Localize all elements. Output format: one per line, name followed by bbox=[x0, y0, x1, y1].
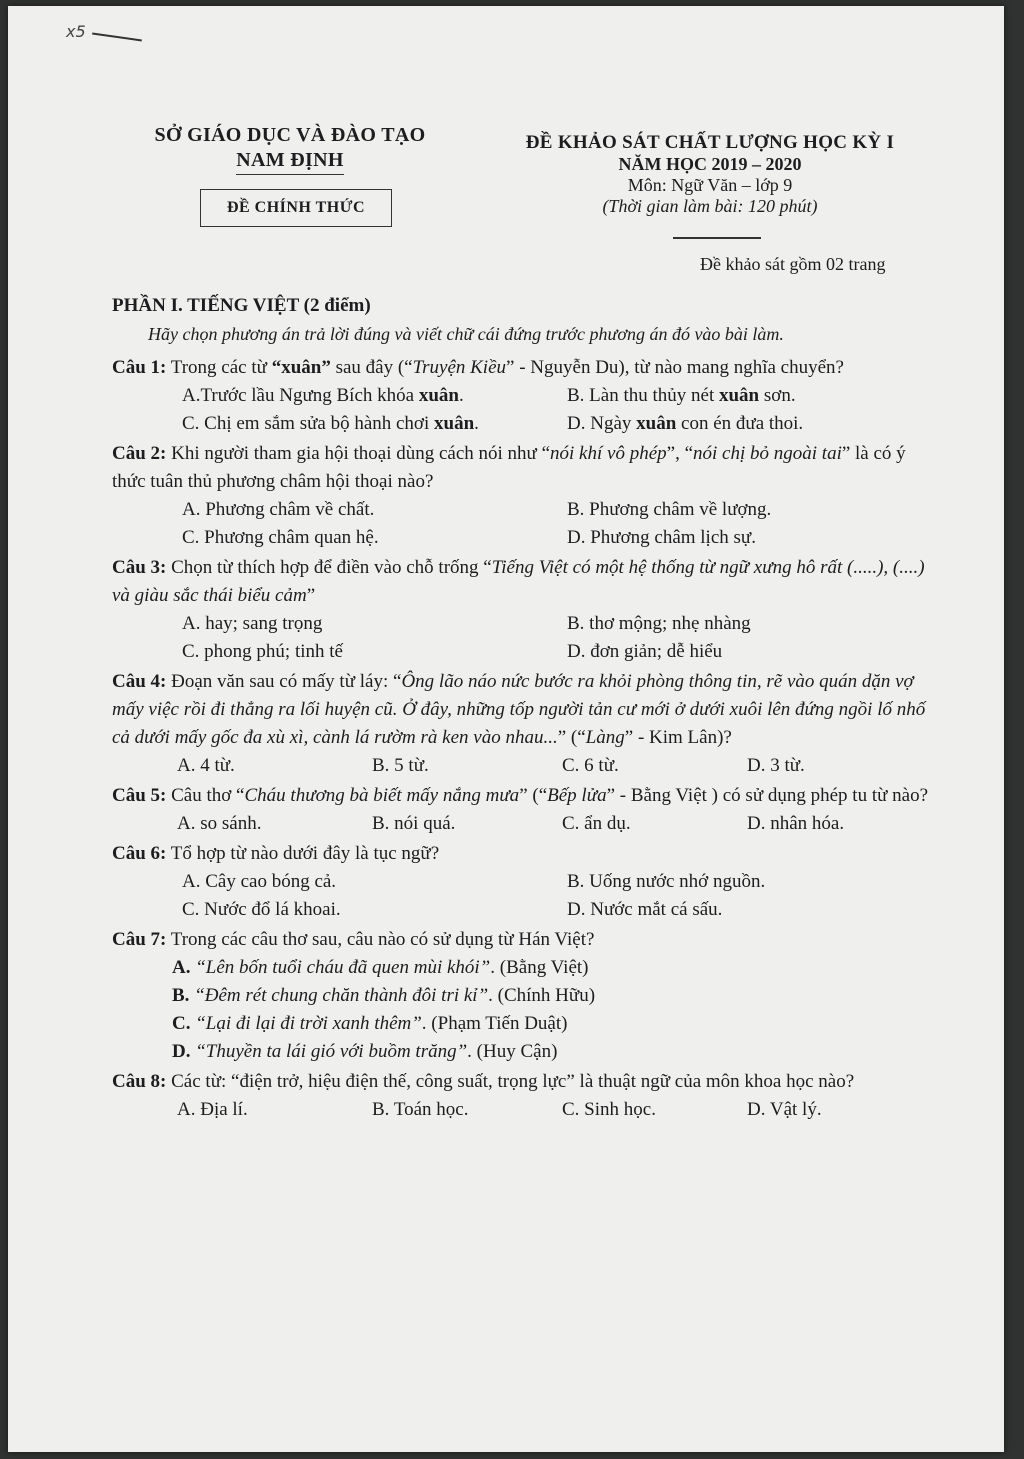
official-label-box: ĐỀ CHÍNH THỨC bbox=[200, 189, 392, 227]
options-q3 bbox=[112, 610, 932, 666]
question-4 bbox=[112, 668, 932, 752]
question-quote: nói chị bỏ ngoài tai bbox=[693, 443, 842, 464]
option-b: B. Làn thu thủy nét xuân sơn. bbox=[567, 385, 796, 406]
question-text: Chọn từ thích hợp để điền vào chỗ trống “ bbox=[166, 557, 492, 578]
option-c: C. Sinh học. bbox=[562, 1099, 656, 1120]
question-text: Khi người tham gia hội thoại dùng cách nói như “ bbox=[166, 443, 551, 464]
option-d: D. 3 từ. bbox=[747, 755, 805, 776]
option-b: B. Toán học. bbox=[372, 1099, 469, 1120]
option-b: B. nói quá. bbox=[372, 813, 456, 834]
option-c: C. ẩn dụ. bbox=[562, 813, 631, 834]
question-keyword: “xuân” bbox=[271, 357, 331, 378]
question-1 bbox=[112, 354, 932, 382]
question-text: ” là có ý thức tuân thủ phương châm hội thoại nào? bbox=[112, 443, 906, 492]
question-work-title: Làng bbox=[585, 727, 625, 748]
question-label: Câu 8: bbox=[112, 1071, 167, 1092]
option-d: D. “Thuyền ta lái gió với buồm trăng”. (Huy Cận) bbox=[172, 1041, 558, 1062]
option-c: C. “Lại đi lại đi trời xanh thêm”. (Phạm Tiến Duật) bbox=[172, 1013, 568, 1034]
question-text: ” bbox=[306, 585, 316, 606]
exam-title: ĐỀ KHẢO SÁT CHẤT LƯỢNG HỌC KỲ I bbox=[525, 132, 895, 153]
question-label: Câu 6: bbox=[112, 843, 167, 864]
option-a: A. hay; sang trọng bbox=[182, 613, 323, 634]
options-q1 bbox=[112, 382, 932, 438]
option-b: B. thơ mộng; nhẹ nhàng bbox=[567, 613, 751, 634]
question-6 bbox=[112, 840, 932, 868]
option-a: A. Phương châm về chất. bbox=[182, 499, 375, 520]
option-d: D. Ngày xuân con én đưa thoi. bbox=[567, 413, 804, 434]
option-b: B. Phương châm về lượng. bbox=[567, 499, 772, 520]
question-5 bbox=[112, 782, 932, 810]
question-2 bbox=[112, 440, 932, 496]
question-quote: Ông lão náo nức bước ra khỏi phòng thông tin, rẽ vào quán dặn vợ mấy việc rồi đi thẳng ra lối huyện cũ. Ở đây, những tốp người tản cư mới ở dưới xuôi lên đứng ngồi lố nhố cả dưới mấy gốc đa xù xì, cành lá rườm rà ken vào nhau... bbox=[112, 671, 926, 748]
question-quote: Tiếng Việt có một hệ thống từ ngữ xưng hô rất (.....), (....) và giàu sắc thái biểu cảm bbox=[112, 557, 925, 606]
question-label: Câu 7: bbox=[112, 929, 167, 950]
handwritten-margin-note: x5 bbox=[66, 22, 86, 41]
option-a: A. Địa lí. bbox=[177, 1099, 248, 1120]
pen-scribble bbox=[92, 33, 142, 42]
option-a: A. so sánh. bbox=[177, 813, 262, 834]
question-work-title: Truyện Kiều bbox=[412, 357, 507, 378]
option-c: C. phong phú; tinh tế bbox=[182, 641, 343, 662]
options-q5 bbox=[112, 810, 932, 838]
question-8 bbox=[112, 1068, 932, 1096]
option-b: B. Uống nước nhớ nguồn. bbox=[567, 871, 766, 892]
option-d: D. Phương châm lịch sự. bbox=[567, 527, 756, 548]
options-q6 bbox=[112, 868, 932, 924]
issuer-header bbox=[130, 124, 450, 175]
option-c: C. Phương châm quan hệ. bbox=[182, 527, 379, 548]
question-text: ” (“ bbox=[557, 727, 586, 748]
option-d: D. nhân hóa. bbox=[747, 813, 845, 834]
exam-content bbox=[112, 292, 932, 1124]
issuer-province: NAM ĐỊNH bbox=[236, 149, 343, 175]
option-c: C. Chị em sắm sửa bộ hành chơi xuân. bbox=[182, 413, 479, 434]
question-quote: nói khí vô phép bbox=[550, 443, 667, 464]
question-7 bbox=[112, 926, 932, 954]
question-quote: Cháu thương bà biết mấy nắng mưa bbox=[244, 785, 520, 806]
options-q2 bbox=[112, 496, 932, 552]
question-label: Câu 2: bbox=[112, 443, 167, 464]
options-q7 bbox=[112, 954, 932, 1066]
question-label: Câu 4: bbox=[112, 671, 167, 692]
option-a: A. 4 từ. bbox=[177, 755, 235, 776]
option-c: C. Nước đổ lá khoai. bbox=[182, 899, 341, 920]
option-d: D. Vật lý. bbox=[747, 1099, 822, 1120]
question-work-title: Bếp lửa bbox=[547, 785, 607, 806]
options-q4 bbox=[112, 752, 932, 780]
question-text: Trong các câu thơ sau, câu nào có sử dụng từ Hán Việt? bbox=[166, 929, 595, 950]
question-text: sau đây (“ bbox=[330, 357, 413, 378]
options-q8 bbox=[112, 1096, 932, 1124]
question-3 bbox=[112, 554, 932, 610]
school-year: NĂM HỌC 2019 – 2020 bbox=[618, 154, 802, 174]
question-label: Câu 1: bbox=[112, 357, 167, 378]
option-a: A.Trước lầu Ngưng Bích khóa xuân. bbox=[182, 385, 464, 406]
section-instruction: Hãy chọn phương án trả lời đúng và viết chữ cái đứng trước phương án đó vào bài làm. bbox=[148, 324, 784, 344]
question-text: ” - Bằng Việt ) có sử dụng phép tu từ nào? bbox=[606, 785, 929, 806]
option-b: B. “Đêm rét chung chăn thành đôi tri kỉ”. (Chính Hữu) bbox=[172, 985, 596, 1006]
option-d: D. Nước mắt cá sấu. bbox=[567, 899, 723, 920]
subject: Môn: Ngữ Văn – lớp 9 bbox=[627, 175, 793, 195]
question-text: ”, “ bbox=[666, 443, 694, 464]
option-a: A. Cây cao bóng cả. bbox=[182, 871, 337, 892]
question-label: Câu 3: bbox=[112, 557, 167, 578]
option-c: C. 6 từ. bbox=[562, 755, 619, 776]
question-text: Đoạn văn sau có mấy từ láy: “ bbox=[166, 671, 402, 692]
question-text: Các từ: “điện trở, hiệu điện thế, công suất, trọng lực” là thuật ngữ của môn khoa học nào? bbox=[166, 1071, 855, 1092]
question-text: Trong các từ bbox=[166, 357, 272, 378]
question-text: ” - Kim Lân)? bbox=[624, 727, 732, 748]
option-d: D. đơn giản; dễ hiểu bbox=[567, 641, 723, 662]
question-text: ” (“ bbox=[519, 785, 548, 806]
section-title: PHẦN I. TIẾNG VIỆT (2 điểm) bbox=[112, 295, 371, 316]
exam-header bbox=[490, 132, 930, 217]
question-text: Tổ hợp từ nào dưới đây là tục ngữ? bbox=[166, 843, 440, 864]
option-a: A. “Lên bốn tuổi cháu đã quen mùi khói”. (Bằng Việt) bbox=[172, 957, 589, 978]
option-b: B. 5 từ. bbox=[372, 755, 429, 776]
time-limit: (Thời gian làm bài: 120 phút) bbox=[602, 196, 818, 216]
header-rule bbox=[673, 237, 761, 239]
question-text: ” - Nguyễn Du), từ nào mang nghĩa chuyển? bbox=[506, 357, 844, 378]
question-text: Câu thơ “ bbox=[166, 785, 245, 806]
question-label: Câu 5: bbox=[112, 785, 167, 806]
pages-note: Đề khảo sát gồm 02 trang bbox=[700, 254, 886, 274]
issuer-department: SỞ GIÁO DỤC VÀ ĐÀO TẠO bbox=[154, 124, 426, 146]
